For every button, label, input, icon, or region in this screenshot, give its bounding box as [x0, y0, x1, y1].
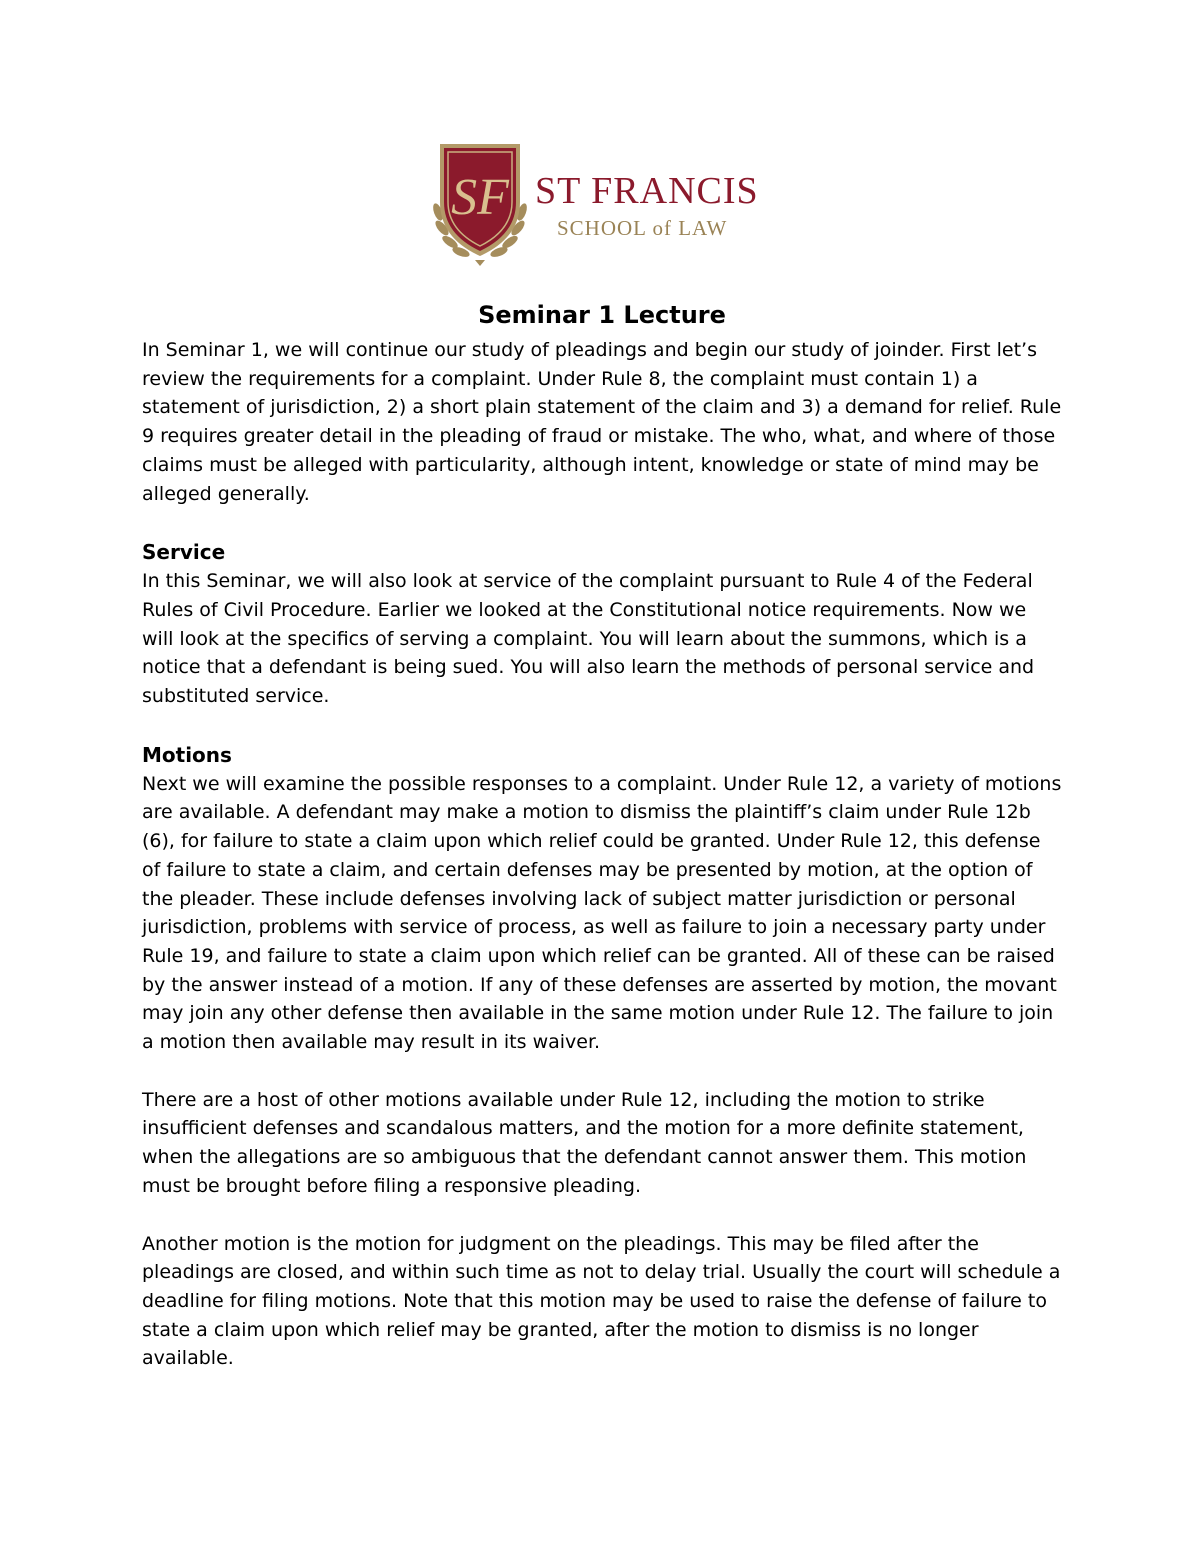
spacer [142, 1201, 1062, 1230]
logo-name-line2: SCHOOL of LAW [557, 216, 728, 240]
monogram: SF [451, 169, 509, 226]
spacer [142, 508, 1062, 537]
logo-name-line1: ST FRANCIS [535, 170, 759, 212]
spacer [142, 711, 1062, 740]
document-body [142, 298, 1062, 1373]
motions-paragraph-3: Another motion is the motion for judgment on the pleadings. This may be filed after the pleadings are closed, and within such time as not to delay trial. Usually the court will schedule a deadline for filing motions. Note that this motion may be used to raise the defense of failure to state a claim upon which relief may be granted, after the motion to dismiss is no longer available. [142, 1232, 1061, 1370]
section-heading-motions: Motions [142, 742, 232, 767]
section-heading-service: Service [142, 540, 226, 565]
motions-paragraph-2: There are a host of other motions available under Rule 12, including the motion to strike insufficient defenses and scandalous matters, and the motion for a more definite statement, when the allegations are so ambiguous that the defendant cannot answer them. This motion must be brought before filing a responsive pleading. [142, 1088, 1027, 1197]
motions-paragraph-1: Next we will examine the possible responses to a complaint. Under Rule 12, a variety of motions are available. A defendant may make a motion to dismiss the plaintiff’s claim under Rule 12b (6), for failure to state a claim upon which relief could be granted. Under Rule 12, this defense of failure to state a claim, and certain defenses may be presented by motion, at the option of the pleader. These include defenses involving lack of subject matter jurisdiction or personal jurisdiction, problems with service of process, as well as failure to join a necessary party under Rule 19, and failure to state a claim upon which relief can be granted. All of these can be raised by the answer instead of a motion. If any of these defenses are asserted by motion, the movant may join any other defense then available in the same motion under Rule 12. The failure to join a motion then available may result in its waiver. [142, 772, 1062, 1054]
intro-paragraph: In Seminar 1, we will continue our study of pleadings and begin our study of joinder. First let’s review the requirements for a complaint. Under Rule 8, the complaint must contain 1) a statement of jurisdiction, 2) a short plain statement of the claim and 3) a demand for relief. Rule 9 requires greater detail in the pleading of fraud or mistake. The who, what, and where of those claims must be alleged with particularity, although intent, knowledge or state of mind may be alleged generally. [142, 339, 1062, 505]
page-title: Seminar 1 Lecture [478, 301, 726, 329]
school-logo [428, 140, 774, 268]
spacer [142, 1057, 1062, 1086]
service-paragraph: In this Seminar, we will also look at service of the complaint pursuant to Rule 4 of the Federal Rules of Civil Procedure. Earlier we looked at the Constitutional notice requirements. Now we will look at the specifics of serving a complaint. You will learn about the summons, which is a notice that a defendant is being sued. You will also learn the methods of personal service and substituted service. [142, 570, 1035, 708]
